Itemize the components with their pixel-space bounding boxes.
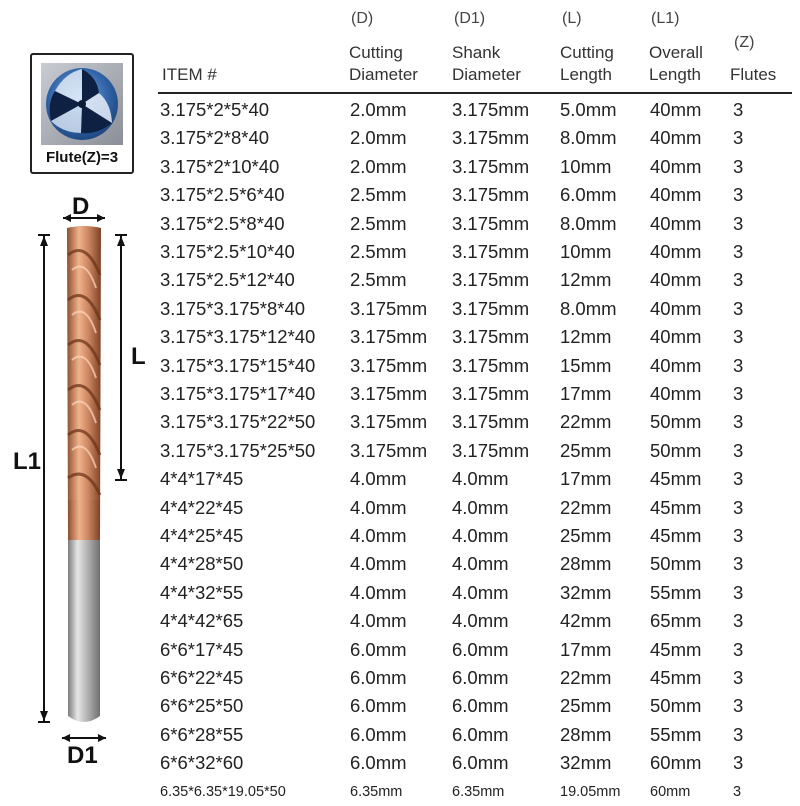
cell-cutting-length: 17mm bbox=[560, 468, 612, 490]
header-flutes: Flutes bbox=[730, 65, 777, 84]
cell-shank-diameter: 4.0mm bbox=[452, 468, 509, 490]
dimension-d1-label: D1 bbox=[67, 742, 98, 769]
header-d-symbol: (D) bbox=[351, 10, 374, 27]
table-row bbox=[0, 465, 800, 493]
cell-item: 6*6*25*50 bbox=[160, 695, 244, 717]
table-row bbox=[0, 210, 800, 238]
cell-shank-diameter: 4.0mm bbox=[452, 496, 509, 518]
table-row bbox=[0, 153, 800, 181]
cell-overall-length: 45mm bbox=[650, 638, 702, 660]
cell-cutting-length: 25mm bbox=[560, 695, 612, 717]
cell-cutting-length: 32mm bbox=[560, 581, 612, 603]
cell-flutes: 3 bbox=[733, 127, 744, 149]
cell-overall-length: 40mm bbox=[650, 354, 702, 376]
cell-cutting-diameter: 6.35mm bbox=[350, 783, 403, 800]
cell-cutting-length: 19.05mm bbox=[560, 783, 621, 800]
cell-cutting-length: 8.0mm bbox=[560, 127, 617, 149]
cell-item: 3.175*2*8*40 bbox=[160, 127, 270, 149]
cell-item: 3.175*3.175*12*40 bbox=[160, 326, 316, 348]
header-d1-symbol: (D1) bbox=[454, 10, 486, 27]
cell-shank-diameter: 6.0mm bbox=[452, 752, 509, 774]
cell-flutes: 3 bbox=[733, 752, 744, 774]
cell-shank-diameter: 3.175mm bbox=[452, 155, 530, 177]
cell-cutting-diameter: 6.0mm bbox=[350, 752, 407, 774]
table-row bbox=[0, 380, 800, 408]
cell-shank-diameter: 3.175mm bbox=[452, 354, 530, 376]
table-row bbox=[0, 266, 800, 294]
cell-cutting-length: 12mm bbox=[560, 269, 612, 291]
cell-overall-length: 55mm bbox=[650, 581, 702, 603]
table-row bbox=[0, 181, 800, 209]
cell-flutes: 3 bbox=[733, 241, 744, 262]
cell-shank-diameter: 4.0mm bbox=[452, 553, 509, 575]
cell-shank-diameter: 3.175mm bbox=[452, 383, 530, 404]
cell-cutting-diameter: 2.0mm bbox=[350, 127, 407, 149]
cell-overall-length: 40mm bbox=[650, 297, 702, 319]
cell-shank-diameter: 3.175mm bbox=[452, 326, 530, 348]
table-row bbox=[0, 494, 800, 522]
dimension-d-label: D bbox=[72, 193, 90, 220]
cell-shank-diameter: 6.0mm bbox=[452, 667, 509, 688]
header-overall-length-line1: Overall bbox=[649, 43, 703, 62]
cell-item: 3.175*2.5*8*40 bbox=[160, 212, 285, 234]
table-row bbox=[0, 579, 800, 607]
dimension-l1-label: L1 bbox=[13, 448, 42, 475]
cell-flutes: 3 bbox=[733, 667, 744, 688]
cell-cutting-length: 22mm bbox=[560, 496, 612, 518]
cell-shank-diameter: 3.175mm bbox=[452, 99, 530, 120]
cell-cutting-diameter: 6.0mm bbox=[350, 667, 407, 688]
cell-shank-diameter: 6.35mm bbox=[452, 783, 505, 800]
cell-item: 3.175*3.175*17*40 bbox=[160, 383, 316, 404]
cell-item: 3.175*3.175*8*40 bbox=[160, 297, 306, 319]
cell-flutes: 3 bbox=[733, 439, 744, 461]
cell-cutting-diameter: 4.0mm bbox=[350, 610, 407, 632]
table-row bbox=[0, 96, 800, 124]
cell-item: 3.175*2*10*40 bbox=[160, 155, 280, 177]
cell-cutting-length: 28mm bbox=[560, 553, 612, 575]
cell-shank-diameter: 6.0mm bbox=[452, 638, 509, 660]
cell-shank-diameter: 6.0mm bbox=[452, 695, 509, 717]
table-row bbox=[0, 778, 800, 806]
cell-shank-diameter: 3.175mm bbox=[452, 241, 530, 262]
cell-cutting-diameter: 3.175mm bbox=[350, 354, 428, 376]
cell-item: 3.175*2.5*10*40 bbox=[160, 241, 295, 262]
cell-shank-diameter: 3.175mm bbox=[452, 212, 530, 234]
cell-item: 3.175*3.175*22*50 bbox=[160, 411, 316, 433]
cell-flutes: 3 bbox=[733, 99, 744, 120]
cell-item: 6.35*6.35*19.05*50 bbox=[160, 783, 286, 800]
cell-item: 6*6*28*55 bbox=[160, 723, 244, 745]
cell-overall-length: 50mm bbox=[650, 553, 702, 575]
cell-flutes: 3 bbox=[733, 155, 744, 177]
cell-overall-length: 60mm bbox=[650, 752, 702, 774]
cell-cutting-length: 25mm bbox=[560, 439, 612, 461]
cell-shank-diameter: 3.175mm bbox=[452, 184, 530, 206]
cell-item: 4*4*22*45 bbox=[160, 496, 244, 518]
cell-cutting-diameter: 3.175mm bbox=[350, 383, 428, 404]
cell-flutes: 3 bbox=[733, 326, 744, 348]
cell-flutes: 3 bbox=[733, 525, 744, 546]
table-row bbox=[0, 352, 800, 380]
cell-item: 3.175*3.175*15*40 bbox=[160, 354, 316, 376]
cell-item: 4*4*42*65 bbox=[160, 610, 244, 632]
cell-item: 3.175*2.5*12*40 bbox=[160, 269, 295, 291]
cell-flutes: 3 bbox=[733, 638, 744, 660]
cell-cutting-diameter: 2.5mm bbox=[350, 184, 407, 206]
table-row bbox=[0, 749, 800, 777]
cell-overall-length: 40mm bbox=[650, 155, 702, 177]
cell-cutting-diameter: 3.175mm bbox=[350, 439, 428, 461]
cell-flutes: 3 bbox=[733, 354, 744, 376]
cell-cutting-diameter: 2.0mm bbox=[350, 155, 407, 177]
cell-cutting-diameter: 4.0mm bbox=[350, 468, 407, 490]
header-item: ITEM # bbox=[162, 65, 217, 84]
cell-cutting-diameter: 4.0mm bbox=[350, 496, 407, 518]
cell-item: 4*4*17*45 bbox=[160, 468, 244, 490]
cell-shank-diameter: 4.0mm bbox=[452, 610, 509, 632]
cell-overall-length: 40mm bbox=[650, 127, 702, 149]
header-cutting-diameter-line2: Diameter bbox=[349, 65, 418, 84]
table-row bbox=[0, 124, 800, 152]
cell-flutes: 3 bbox=[733, 411, 744, 433]
cell-overall-length: 65mm bbox=[650, 610, 702, 632]
cell-flutes: 3 bbox=[733, 783, 742, 800]
table-row bbox=[0, 664, 800, 692]
cell-cutting-length: 12mm bbox=[560, 326, 612, 348]
header-cutting-length-line2: Length bbox=[560, 65, 612, 84]
cell-flutes: 3 bbox=[733, 723, 744, 745]
cell-shank-diameter: 4.0mm bbox=[452, 581, 509, 603]
cell-cutting-length: 8.0mm bbox=[560, 297, 617, 319]
cell-overall-length: 40mm bbox=[650, 184, 702, 206]
header-overall-length-line2: Length bbox=[649, 65, 701, 84]
table-row bbox=[0, 295, 800, 323]
cell-flutes: 3 bbox=[733, 695, 744, 717]
header-z-symbol: (Z) bbox=[734, 34, 755, 51]
header-divider bbox=[158, 92, 792, 94]
cell-overall-length: 40mm bbox=[650, 326, 702, 348]
cell-cutting-length: 28mm bbox=[560, 723, 612, 745]
table-row bbox=[0, 522, 800, 550]
cell-cutting-diameter: 4.0mm bbox=[350, 525, 407, 546]
cell-cutting-length: 17mm bbox=[560, 638, 612, 660]
cell-item: 3.175*2*5*40 bbox=[160, 99, 270, 120]
table-row bbox=[0, 607, 800, 635]
cell-cutting-diameter: 3.175mm bbox=[350, 411, 428, 433]
cell-cutting-length: 22mm bbox=[560, 411, 612, 433]
cell-shank-diameter: 3.175mm bbox=[452, 127, 530, 149]
cell-shank-diameter: 3.175mm bbox=[452, 439, 530, 461]
cell-flutes: 3 bbox=[733, 553, 744, 575]
cell-shank-diameter: 4.0mm bbox=[452, 525, 509, 546]
header-l1-symbol: (L1) bbox=[651, 10, 680, 27]
cell-shank-diameter: 6.0mm bbox=[452, 723, 509, 745]
cell-overall-length: 60mm bbox=[650, 783, 691, 800]
cell-cutting-diameter: 2.5mm bbox=[350, 241, 407, 262]
header-shank-diameter-line2: Diameter bbox=[452, 65, 521, 84]
cell-item: 4*4*25*45 bbox=[160, 525, 244, 546]
cell-overall-length: 40mm bbox=[650, 241, 702, 262]
cell-overall-length: 45mm bbox=[650, 667, 702, 688]
cell-item: 4*4*28*50 bbox=[160, 553, 244, 575]
cell-item: 6*6*22*45 bbox=[160, 667, 244, 688]
cell-cutting-diameter: 6.0mm bbox=[350, 638, 407, 660]
cell-overall-length: 40mm bbox=[650, 99, 702, 120]
cell-cutting-length: 10mm bbox=[560, 155, 612, 177]
cell-cutting-diameter: 3.175mm bbox=[350, 326, 428, 348]
cell-flutes: 3 bbox=[733, 297, 744, 319]
dimension-l-label: L bbox=[131, 343, 146, 370]
cell-flutes: 3 bbox=[733, 610, 744, 632]
cell-flutes: 3 bbox=[733, 383, 744, 404]
cell-cutting-length: 25mm bbox=[560, 525, 612, 546]
cell-overall-length: 40mm bbox=[650, 212, 702, 234]
cell-cutting-diameter: 3.175mm bbox=[350, 297, 428, 319]
cell-overall-length: 50mm bbox=[650, 695, 702, 717]
cell-cutting-diameter: 2.5mm bbox=[350, 212, 407, 234]
cell-flutes: 3 bbox=[733, 184, 744, 206]
cell-cutting-length: 10mm bbox=[560, 241, 612, 262]
table-row bbox=[0, 636, 800, 664]
table-row bbox=[0, 408, 800, 436]
cell-overall-length: 40mm bbox=[650, 383, 702, 404]
cell-shank-diameter: 3.175mm bbox=[452, 297, 530, 319]
cell-item: 6*6*17*45 bbox=[160, 638, 244, 660]
table-row bbox=[0, 238, 800, 266]
cell-overall-length: 50mm bbox=[650, 411, 702, 433]
cell-cutting-length: 42mm bbox=[560, 610, 612, 632]
cell-item: 4*4*32*55 bbox=[160, 581, 244, 603]
cell-overall-length: 45mm bbox=[650, 525, 702, 546]
table-row bbox=[0, 721, 800, 749]
cell-overall-length: 45mm bbox=[650, 468, 702, 490]
cell-item: 3.175*2.5*6*40 bbox=[160, 184, 285, 206]
cell-item: 6*6*32*60 bbox=[160, 752, 244, 774]
cell-flutes: 3 bbox=[733, 468, 744, 490]
cell-cutting-length: 32mm bbox=[560, 752, 612, 774]
cell-cutting-length: 6.0mm bbox=[560, 184, 617, 206]
table-row bbox=[0, 550, 800, 578]
table-row bbox=[0, 692, 800, 720]
header-cutting-length-line1: Cutting bbox=[560, 43, 614, 62]
cell-cutting-length: 22mm bbox=[560, 667, 612, 688]
cell-flutes: 3 bbox=[733, 212, 744, 234]
cell-cutting-diameter: 4.0mm bbox=[350, 553, 407, 575]
cell-cutting-length: 5.0mm bbox=[560, 99, 617, 120]
cell-flutes: 3 bbox=[733, 581, 744, 603]
cell-cutting-diameter: 6.0mm bbox=[350, 723, 407, 745]
cell-overall-length: 45mm bbox=[650, 496, 702, 518]
cell-flutes: 3 bbox=[733, 496, 744, 518]
table-row bbox=[0, 437, 800, 465]
cell-cutting-length: 15mm bbox=[560, 354, 612, 376]
cell-cutting-diameter: 4.0mm bbox=[350, 581, 407, 603]
table-row bbox=[0, 323, 800, 351]
cell-overall-length: 40mm bbox=[650, 269, 702, 291]
cell-cutting-diameter: 6.0mm bbox=[350, 695, 407, 717]
cell-cutting-length: 8.0mm bbox=[560, 212, 617, 234]
cell-cutting-length: 17mm bbox=[560, 383, 612, 404]
header-shank-diameter-line1: Shank bbox=[452, 43, 501, 62]
header-cutting-diameter-line1: Cutting bbox=[349, 43, 403, 62]
cell-shank-diameter: 3.175mm bbox=[452, 411, 530, 433]
cell-cutting-diameter: 2.5mm bbox=[350, 269, 407, 291]
cell-item: 3.175*3.175*25*50 bbox=[160, 439, 316, 461]
cell-overall-length: 55mm bbox=[650, 723, 702, 745]
cell-overall-length: 50mm bbox=[650, 439, 702, 461]
cell-cutting-diameter: 2.0mm bbox=[350, 99, 407, 120]
cell-shank-diameter: 3.175mm bbox=[452, 269, 530, 291]
header-l-symbol: (L) bbox=[562, 10, 582, 27]
flute-caption: Flute(Z)=3 bbox=[45, 149, 119, 166]
cell-flutes: 3 bbox=[733, 269, 744, 291]
